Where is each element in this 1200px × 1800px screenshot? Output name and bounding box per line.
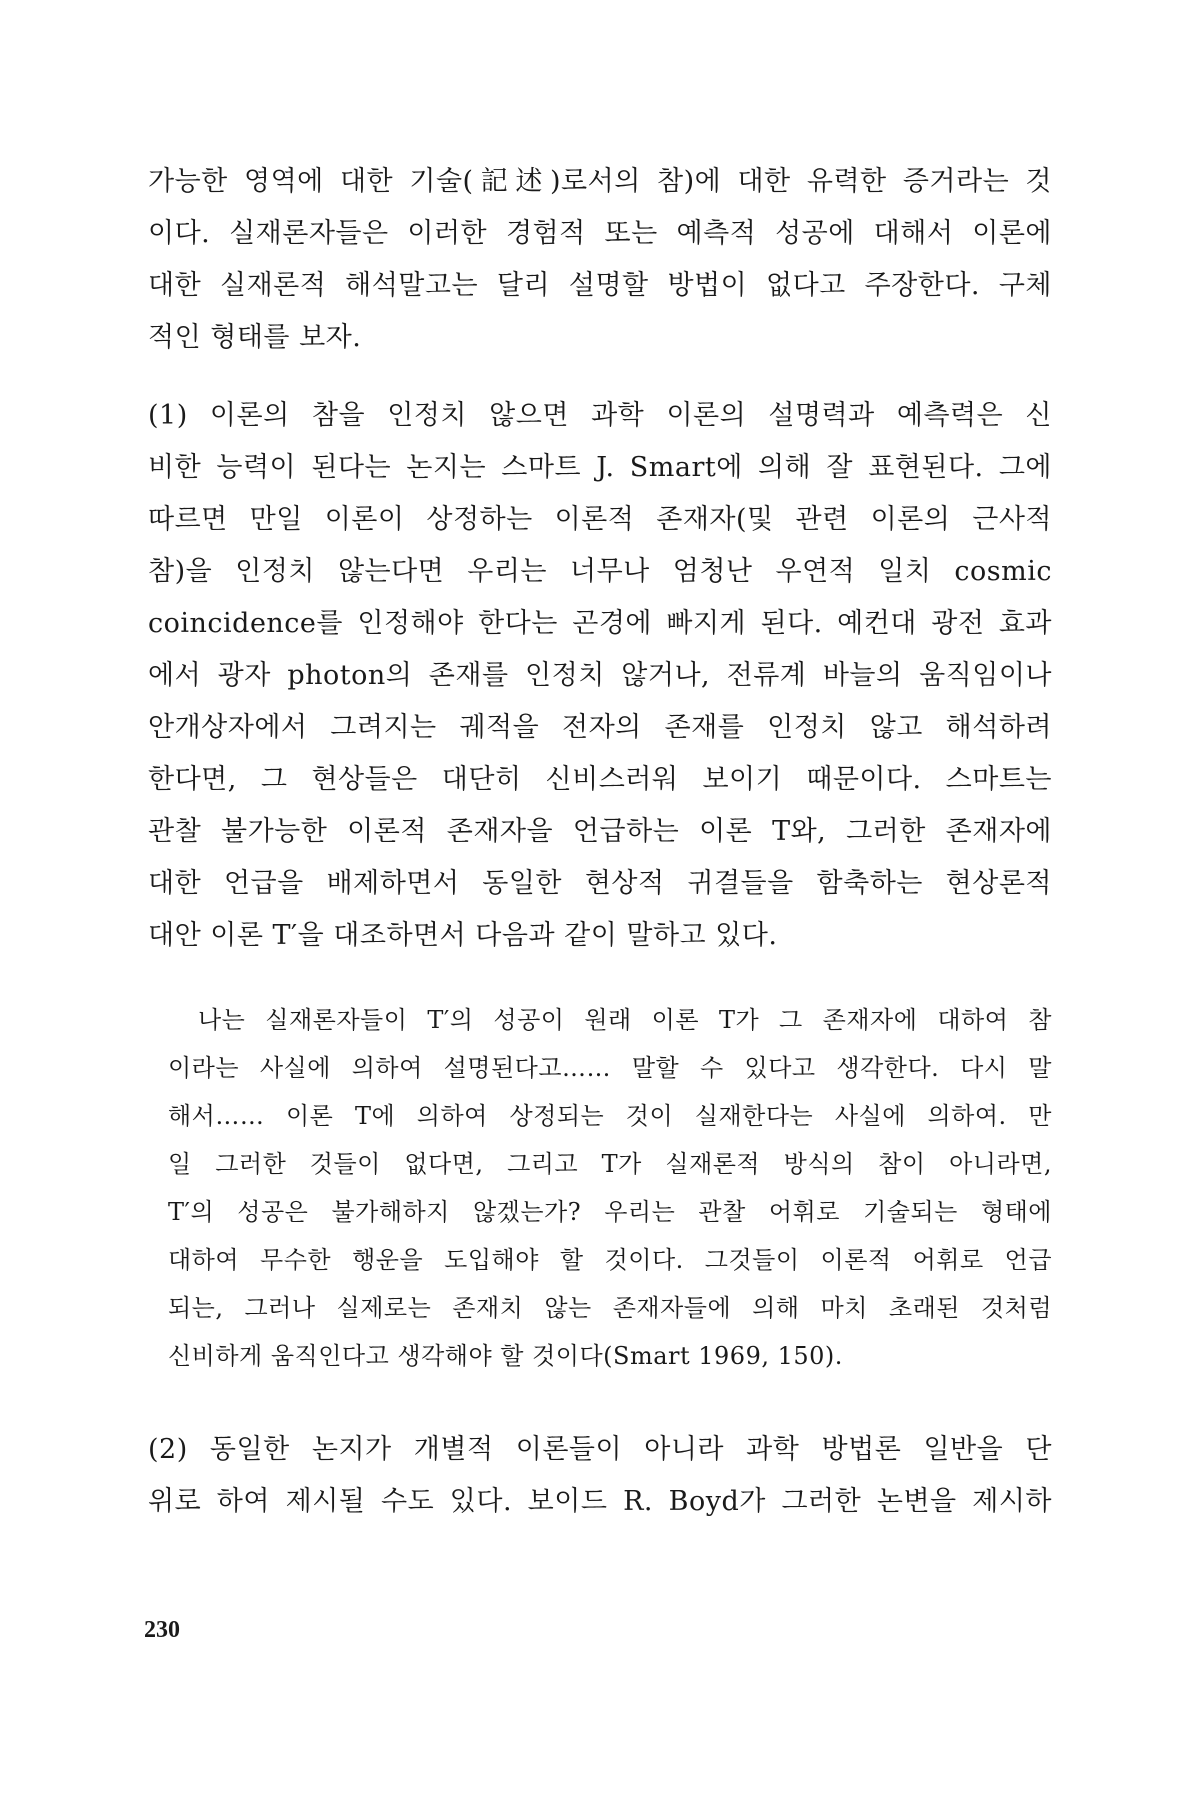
text-line: 대한 실재론적 해석말고는 달리 설명할 방법이 없다고 주장한다. 구체 [148,270,1052,301]
quote-line: 나는 실재론자들이 T′의 성공이 원래 이론 T가 그 존재자에 대하여 참 [198,1006,1052,1034]
quote-line: 되는, 그러나 실제로는 존재치 않는 존재자들에 의해 마치 초래된 것처럼 [168,1294,1052,1322]
text-line: 따르면 만일 이론이 상정하는 이론적 존재자(및 관련 이론의 근사적 [148,504,1052,535]
text-line: coincidence를 인정해야 한다는 곤경에 빠지게 된다. 예컨대 광전 효과 [148,608,1052,639]
text-line: 참)을 인정치 않는다면 우리는 너무나 엄청난 우연적 일치 cosmic [148,556,1052,587]
text-line: 대한 언급을 배제하면서 동일한 현상적 귀결들을 함축하는 현상론적 [148,868,1052,899]
quote-line: 이라는 사실에 의하여 설명된다고…… 말할 수 있다고 생각한다. 다시 말 [168,1054,1052,1082]
text-line: 한다면, 그 현상들은 대단히 신비스러워 보이기 때문이다. 스마트는 [148,764,1052,795]
text-line: 대안 이론 T′을 대조하면서 다음과 같이 말하고 있다. [148,920,778,951]
text-line: 위로 하여 제시될 수도 있다. 보이드 R. Boyd가 그러한 논변을 제시하 [148,1486,1052,1517]
text-line: 에서 광자 photon의 존재를 인정치 않거나, 전류계 바늘의 움직임이나 [148,660,1052,691]
text-line: 안개상자에서 그려지는 궤적을 전자의 존재를 인정치 않고 해석하려 [148,712,1052,743]
quote-line: 일 그러한 것들이 없다면, 그리고 T가 실재론적 방식의 참이 아니라면, [168,1150,1052,1178]
text-line: (1) 이론의 참을 인정치 않으면 과학 이론의 설명력과 예측력은 신 [148,400,1052,431]
text-line: 적인 형태를 보자. [148,322,362,353]
text-line: 관찰 불가능한 이론적 존재자을 언급하는 이론 T와, 그러한 존재자에 [148,816,1052,847]
quote-line: 해서…… 이론 T에 의하여 상정되는 것이 실재한다는 사실에 의하여. 만 [168,1102,1052,1130]
quote-line: 대하여 무수한 행운을 도입해야 할 것이다. 그것들이 이론적 어휘로 언급 [168,1246,1052,1274]
quote-line: 신비하게 움직인다고 생각해야 할 것이다(Smart 1969, 150). [168,1342,843,1370]
text-line: 가능한 영역에 대한 기술(記述)로서의 참)에 대한 유력한 증거라는 것 [148,166,1052,197]
quote-line: T′의 성공은 불가해하지 않겠는가? 우리는 관찰 어휘로 기술되는 형태에 [168,1198,1052,1226]
text-line: (2) 동일한 논지가 개별적 이론들이 아니라 과학 방법론 일반을 단 [148,1434,1052,1465]
text-line: 비한 능력이 된다는 논지는 스마트 J. Smart에 의해 잘 표현된다. 그에 [148,452,1052,483]
page-number: 230 [144,1617,180,1643]
text-line: 이다. 실재론자들은 이러한 경험적 또는 예측적 성공에 대해서 이론에 [148,218,1052,249]
